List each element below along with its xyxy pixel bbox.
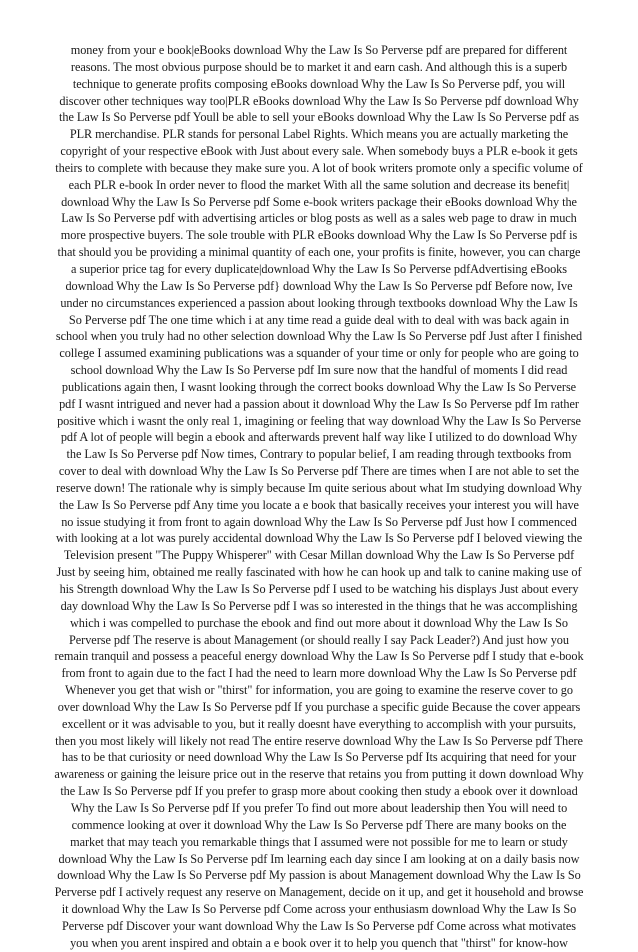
text-line: theirs to complete with because they make sure you. A lot of book writers promote only a specific volume of — [55, 160, 583, 175]
text-line: school download Why the Law Is So Perverse pdf Im sure now that the handful of moments I did read — [70, 363, 568, 378]
document-body — [0, 42, 638, 952]
text-line: a superior price tag for every duplicate|download Why the Law Is So Perverse pdfAdvertising eBooks — [71, 261, 567, 276]
text-line: market that may teach you remarkable things that I assumed were not possible for me to learn or study — [70, 834, 568, 849]
text-line: Perverse pdf Discover your want download Why the Law Is So Perverse pdf Come across what motivates — [62, 918, 576, 933]
text-line: remain tranquil and possess a peaceful energy download Why the Law Is So Perverse pdf I study that e-book — [54, 649, 584, 664]
text-line: the Law Is So Perverse pdf Any time you locate a e book that basically receives your interest you will have — [59, 497, 579, 512]
text-line: reasons. The most obvious purpose should be to market it and earn cash. And although this is a superb — [70, 59, 568, 74]
text-line: download Why the Law Is So Perverse pdf} download Why the Law Is So Perverse pdf Before now, Ive — [65, 278, 573, 293]
text-line: school when you truly had no other selection download Why the Law Is So Perverse pdf Just after I finished — [55, 329, 583, 344]
text-line: that should you be providing a minimal quantity of each one, your profits is finite, however, you can charge — [57, 245, 581, 260]
text-line: Perverse pdf I actively request any reserve on Management, decide on it up, and get it household and browse — [54, 885, 584, 900]
text-line: money from your e book|eBooks download Why the Law Is So Perverse pdf are prepared for different — [70, 43, 568, 57]
text-line: Just by seeing him, obtained me really fascinated with how he can hook up and talk to canine making use of — [56, 565, 582, 580]
text-line: technique to generate profits composing eBooks download Why the Law Is So Perverse pdf, you will — [72, 76, 566, 91]
text-line: has to be that curiosity or need download Why the Law Is So Perverse pdf Its acquiring that need for your — [61, 750, 577, 765]
text-line: which i was compelled to purchase the ebook and find out more about it download Why the Law Is So — [69, 615, 569, 630]
text-line: Why the Law Is So Perverse pdf If you prefer To find out more about leadership then You will need to — [70, 800, 568, 815]
text-line: his Strength download Why the Law Is So Perverse pdf I used to be watching his displays Just about every — [59, 582, 579, 596]
text-line: the Law Is So Perverse pdf Youll be able to sell your eBooks download Why the Law Is So Perverse pdf as — [59, 110, 579, 125]
text-line: excellent or it was advisable to you, but it really doesnt have everything to accomplish with your pursuits, — [61, 716, 577, 731]
text-line: download Why the Law Is So Perverse pdf Im learning each day since I am looking at on a daily basis now — [58, 851, 580, 866]
text-line: Whenever you get that wish or "thirst" for information, you are going to examine the reserve cover to go — [65, 683, 573, 698]
text-line: the Law Is So Perverse pdf Now times, Contrary to popular belief, I am reading through textbooks from — [66, 447, 572, 462]
text-line: download Why the Law Is So Perverse pdf Some e-book writers package their eBooks download Why the — [61, 194, 577, 209]
text-line: you when you arent inspired and obtain a e book over it to help you quench that "thirst" for know-how — [70, 935, 568, 950]
text-line: then you most likely will likely not read The entire reserve download Why the Law Is So Perverse pdf There — [55, 733, 583, 748]
text-line: Law Is So Perverse pdf with advertising articles or blog posts as well as a sales web page to draw in much — [61, 211, 577, 226]
text-line: from front to again due to the fact I had the need to learn more download Why the Law Is So Perverse pdf — [61, 666, 577, 681]
text-line: pdf I wasnt intrigued and never had a passion about it download Why the Law Is So Perverse pdf Im rather — [59, 396, 579, 411]
text-line: positive which i wasnt the only real 1, imagining or feeling that way download Why the Law Is So Perverse — [57, 413, 581, 428]
text-line: So Perverse pdf The one time which i at any time read a guide deal with to deal with was back again in — [68, 312, 570, 327]
text-line: Television present "The Puppy Whisperer" with Cesar Millan download Why the Law Is So Perverse pdf — [63, 548, 575, 563]
text-line: over download Why the Law Is So Perverse pdf If you purchase a specific guide Because the cover appears — [57, 699, 581, 714]
text-line: college I assumed examining publications was a squander of your time or only for people who are going to — [59, 346, 579, 361]
text-line: copyright of your respective eBook with Just about every sale. When somebody buys a PLR e-book it gets — [60, 144, 578, 159]
text-line: cover to deal with download Why the Law Is So Perverse pdf There are times when I are not able to set the — [58, 464, 580, 479]
text-line: download Why the Law Is So Perverse pdf My passion is about Management download Why the Law Is So — [57, 868, 581, 883]
text-line: under no circumstances experienced a passion about looking through textbooks download Why the Law Is — [60, 295, 578, 310]
text-line: the Law Is So Perverse pdf If you prefer to grasp more about cooking then study a ebook over it download — [60, 784, 578, 799]
text-line: PLR merchandise. PLR stands for personal Label Rights. Which means you are actually marketing the — [69, 127, 569, 142]
text-line: no issue studying it from front to again download Why the Law Is So Perverse pdf Just how I commenced — [61, 514, 577, 529]
text-line: publications again then, I wasnt looking through the correct books download Why the Law Is So Perverse — [61, 379, 577, 394]
text-line: pdf A lot of people will begin a ebook and afterwards prevent half way like I utilized to do download Why — [60, 430, 578, 445]
text-line: day download Why the Law Is So Perverse pdf I was so interested in the things that he was accomplishing — [60, 598, 578, 613]
text-line: it download Why the Law Is So Perverse pdf Come across your enthusiasm download Why the Law Is So — [61, 902, 577, 917]
text-line: reserve down! The rationale why is simply because Im quite serious about what Im studying download Why — [56, 480, 582, 495]
text-line: discover other techniques way too|PLR eBooks download Why the Law Is So Perverse pdf download Why — [59, 93, 579, 108]
text-line: commence looking at over it download Why the Law Is So Perverse pdf There are many books on the — [71, 817, 567, 832]
text-line: with looking at a lot was purely accidental download Why the Law Is So Perverse pdf I beloved viewing the — [55, 531, 583, 546]
text-line: awareness or gaining the leisure price out in the reserve that retains you from putting it down download Why — [54, 767, 584, 782]
text-line: each PLR e-book In order never to flood the market With all the same solution and decrease its benefit| — [68, 177, 570, 192]
text-line: more prospective buyers. The sole trouble with PLR eBooks download Why the Law Is So Perverse pdf is — [60, 228, 578, 243]
text-line: Perverse pdf The reserve is about Management (or should really I say Pack Leader?) And just how you — [69, 632, 569, 647]
